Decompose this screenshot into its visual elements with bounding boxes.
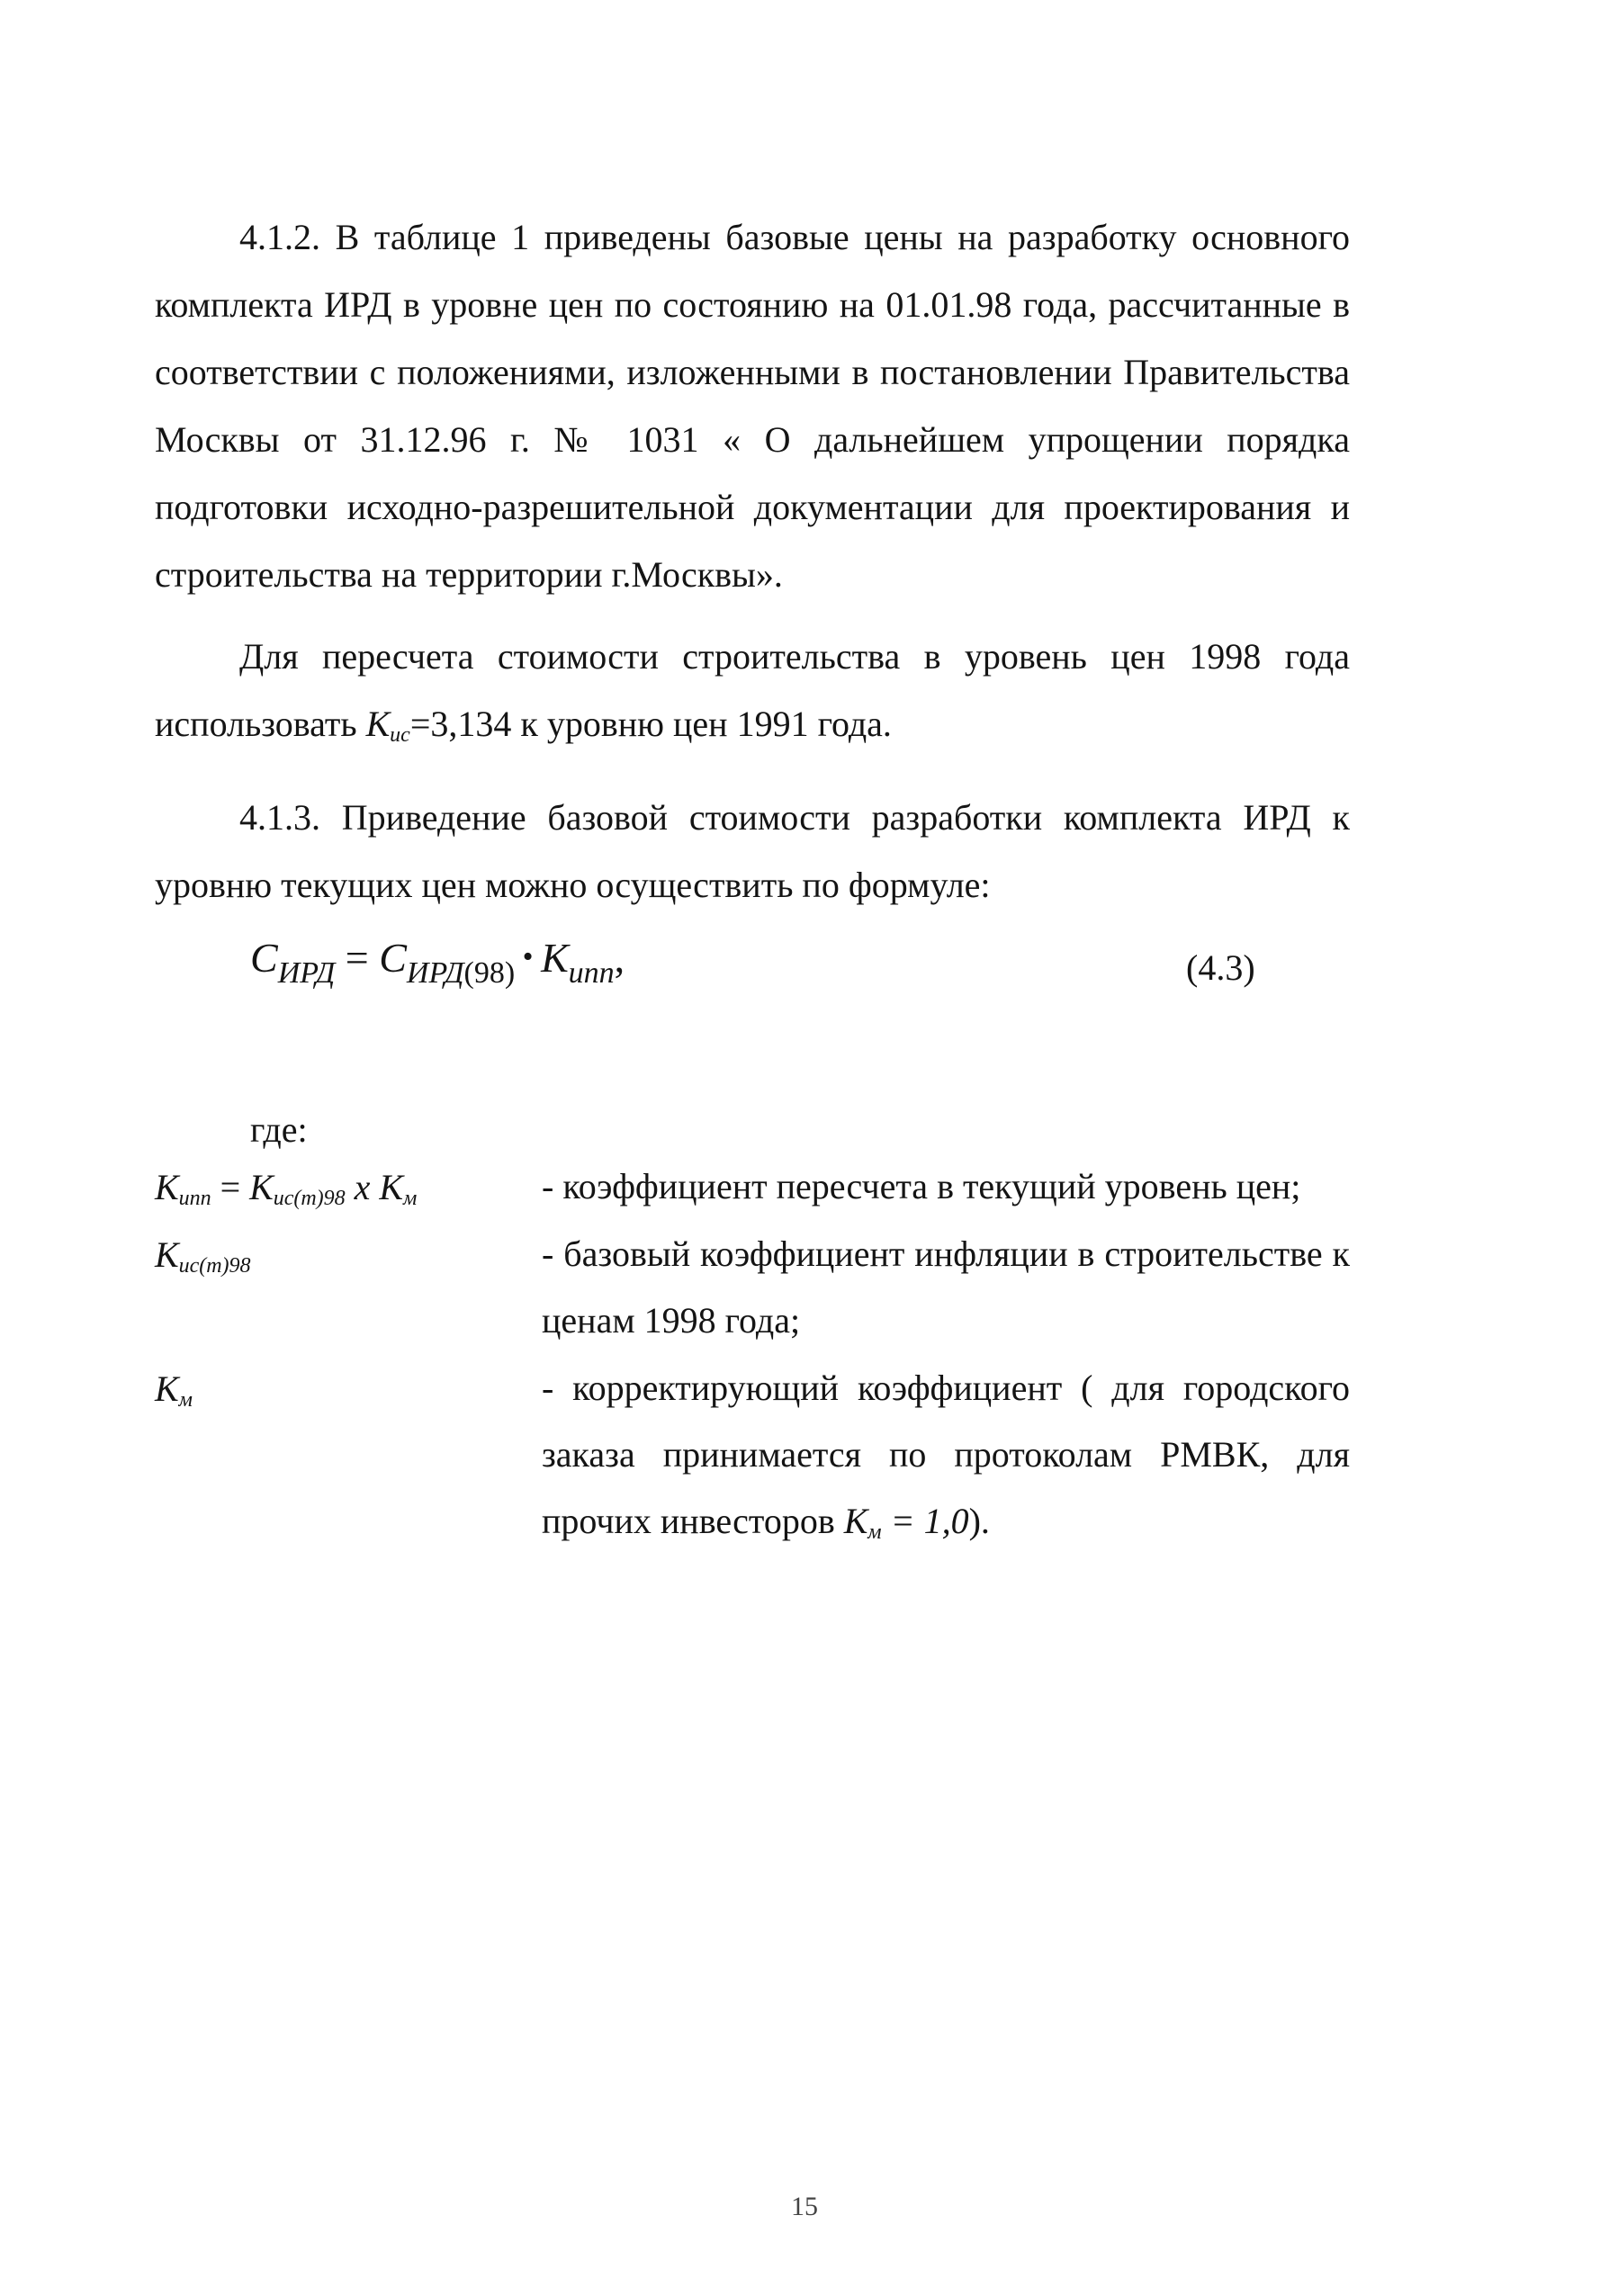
formula-multiply: • (515, 940, 542, 973)
formula-rhs1-sub: ИРД (406, 956, 464, 990)
formula-comma: , (614, 935, 625, 981)
page-number: 15 (791, 2192, 818, 2221)
paragraph-recalc (155, 623, 1350, 769)
definition-text-kipp: - коэффициент пересчета в текущий уровень цен; (542, 1166, 1301, 1206)
paragraph-4-1-3: 4.1.3. Приведение базовой стоимости разработки комплекта ИРД к уровню текущих цен можно осуществить по формуле: (155, 797, 1350, 905)
formula-rhs1-year: (98) (463, 956, 516, 990)
definition-text-km: - корректирующий коэффициент ( для городского заказа принимается по протоколам РМВК, для прочих инвесторов $К_м = 1,0$). (542, 1368, 1350, 1544)
equation-number: (4.3) (1186, 947, 1255, 988)
formula-rhs2: К (541, 935, 569, 981)
paragraph-recalc-text: Для пересчета стоимости строительства в уровень цен 1998 года использовать (155, 636, 1350, 744)
formula-equals: = (335, 935, 380, 981)
definition-term-km: $К_м$ (155, 1368, 193, 1412)
k-is-subscript: ис (390, 723, 410, 747)
formula-lhs: С (250, 935, 278, 981)
formula-4-3 (250, 934, 625, 991)
formula-rhs1: С (379, 935, 407, 981)
definition-term-kis98: $К_{ис(т)98}$ (155, 1234, 251, 1278)
definition-text-kis98: - базовый коэффициент инфляции в строительстве к ценам 1998 года; (542, 1233, 1350, 1341)
paragraph-4-1-2: 4.1.2. В таблице 1 приведены базовые цены на разработку основного комплекта ИРД в уровне цен по состоянию на 01.01.98 года, рассчитанные в соответствии с положениями, изложенными в постановлении Правительства Москвы от 31.12.96 г. № 1031 « О дальнейшем упрощении порядка подготовки исходно-разрешительной документации для проектирования и строительства на территории г.Москвы». (155, 217, 1350, 595)
where-label: где: (250, 1109, 308, 1150)
formula-rhs2-sub: ипп (568, 956, 615, 990)
definition-term-kipp: $К_{ипп} = К_{ис(т)98}$ х $К_м$ (155, 1167, 418, 1210)
paragraph-recalc-value: =3,134 к уровню цен 1991 года. (409, 704, 892, 744)
formula-lhs-sub: ИРД (277, 956, 336, 990)
k-is-symbol: К (365, 704, 391, 744)
body-text (155, 203, 1350, 919)
